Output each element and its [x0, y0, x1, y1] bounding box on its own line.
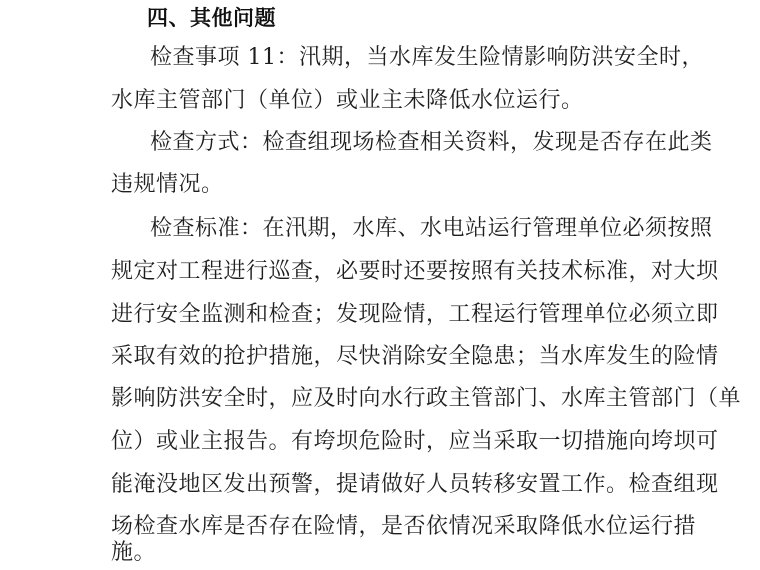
item-line-2: 水库主管部门（单位）或业主未降低水位运行。 [111, 88, 584, 113]
standard-line-1: 检查标准：在汛期，水库、水电站运行管理单位必须按照 [150, 216, 713, 241]
section-heading: 四、其他问题 [147, 6, 276, 30]
item-line-1: 检查事项 11：汛期，当水库发生险情影响防洪安全时， [150, 45, 704, 70]
method-line-2: 违规情况。 [111, 172, 224, 197]
standard-line-3: 进行安全监测和检查；发现险情，工程运行管理单位必须立即 [111, 302, 719, 327]
standard-line-2: 规定对工程进行巡查，必要时还要按照有关技术标准，对大坝 [111, 259, 719, 284]
method-line-1: 检查方式：检查组现场检查相关资料，发现是否存在此类 [150, 130, 713, 155]
standard-line-9: 施。 [111, 540, 157, 565]
standard-line-5: 影响防洪安全时，应及时向水行政主管部门、水库主管部门（单 [111, 386, 742, 411]
standard-line-6: 位）或业主报告。有垮坝危险时，应当采取一切措施向垮坝可 [111, 429, 719, 454]
standard-line-4: 采取有效的抢护措施，尽快消除安全隐患；当水库发生的险情 [111, 344, 719, 369]
standard-line-7: 能淹没地区发出预警，提请做好人员转移安置工作。检查组现 [111, 472, 719, 497]
standard-line-8: 场检查水库是否存在险情，是否依情况采取降低水位运行措 [111, 514, 697, 539]
